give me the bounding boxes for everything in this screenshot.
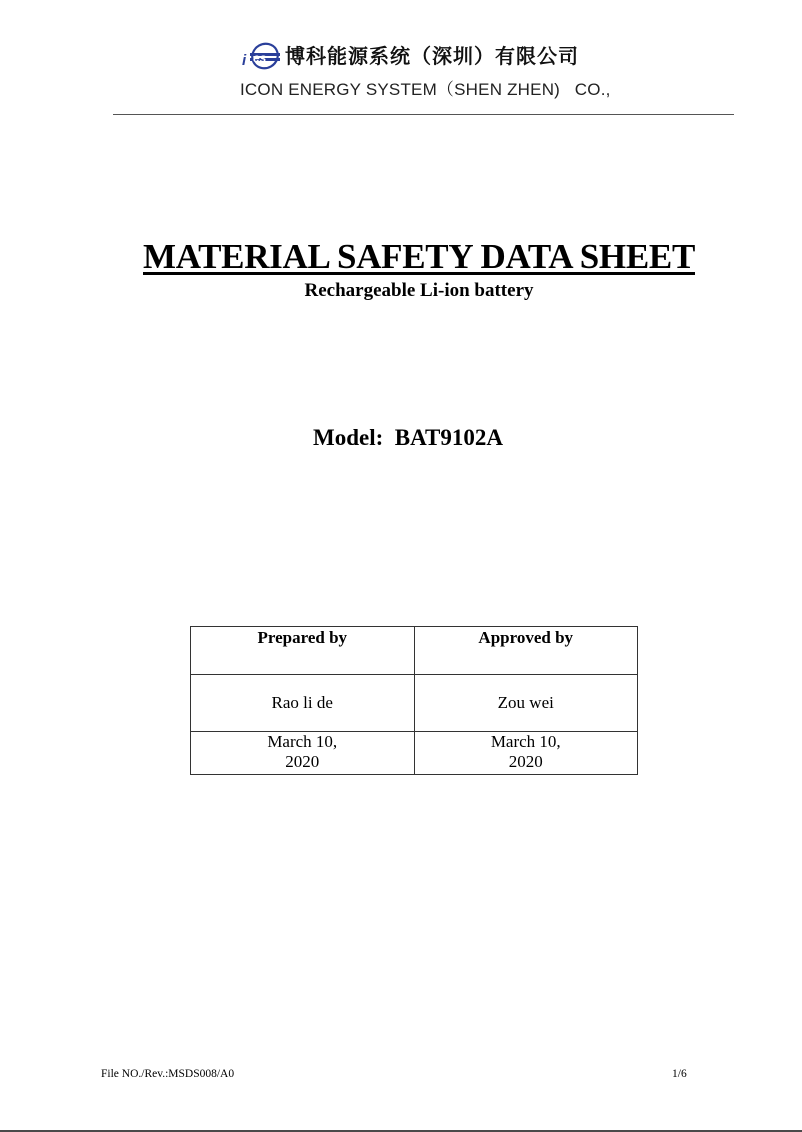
table-row xyxy=(191,732,638,775)
prepared-date-line2: 2020 xyxy=(285,752,320,771)
prepared-by-header: Prepared by xyxy=(191,627,415,675)
approved-by-header: Approved by xyxy=(414,627,638,675)
preparer-name: Rao li de xyxy=(191,675,415,732)
svg-text:i: i xyxy=(242,52,247,69)
svg-text:es: es xyxy=(253,51,267,65)
prepared-date-line1: March 10, xyxy=(267,732,338,751)
table-row xyxy=(191,675,638,732)
document-title-text: MATERIAL SAFETY DATA SHEET xyxy=(143,237,695,276)
document-title xyxy=(0,237,802,277)
prepared-date xyxy=(191,732,415,775)
ies-logo-icon xyxy=(241,41,283,71)
company-header xyxy=(241,40,579,72)
document-subtitle: Rechargeable Li-ion battery xyxy=(304,280,534,301)
header-divider xyxy=(113,114,734,115)
approver-name: Zou wei xyxy=(414,675,638,732)
approved-date-line2: 2020 xyxy=(508,752,543,771)
page-number: 1/6 xyxy=(672,1068,687,1080)
approval-table xyxy=(190,626,638,775)
model-number: Model: BAT9102A xyxy=(313,425,503,450)
approved-date xyxy=(414,732,638,775)
company-name-en: ICON ENERGY SYSTEM（SHEN ZHEN) CO., xyxy=(240,80,611,99)
company-name-cn: 博科能源系统（深圳）有限公司 xyxy=(285,44,579,68)
file-number: File NO./Rev.:MSDS008/A0 xyxy=(101,1068,235,1080)
table-header-row xyxy=(191,627,638,675)
approved-date-line1: March 10, xyxy=(490,732,561,751)
